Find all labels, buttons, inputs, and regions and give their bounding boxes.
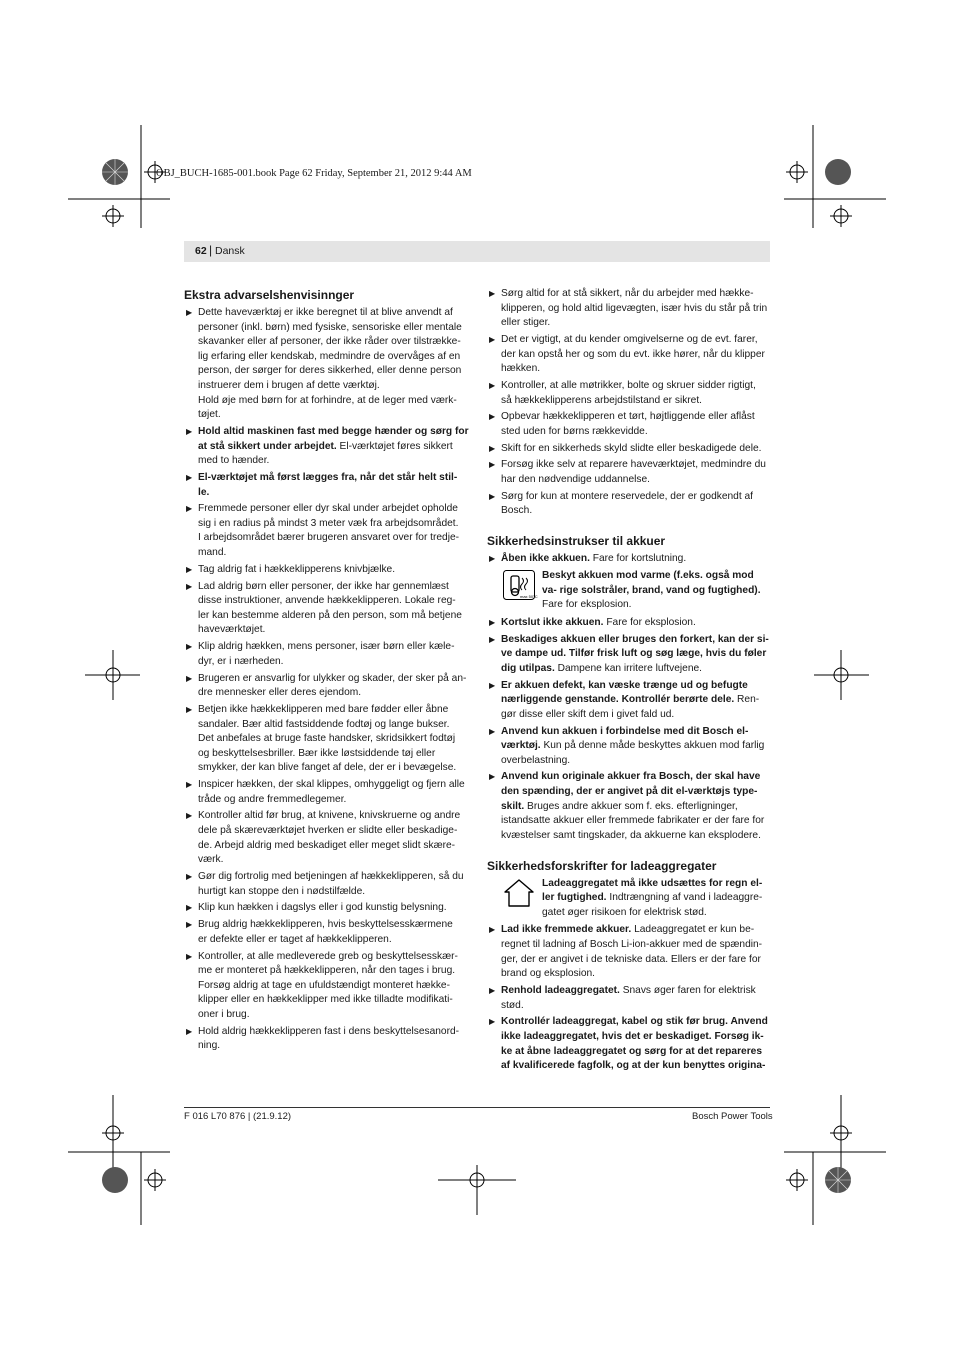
bold-text: nærliggende genstande. Kontrollér berørte dele. — [501, 694, 735, 706]
bold-text: værktøj. — [501, 740, 541, 752]
list-item-line: oner i brug. — [198, 1008, 250, 1020]
list-item-line: med to hænder. — [198, 455, 270, 467]
bullet-icon: ▶ — [489, 334, 496, 344]
text: for eksplosion. — [565, 599, 632, 611]
list-item-line: ler kan bestemme alderen på den person, som må betjene — [198, 609, 462, 621]
list-item-line: Skift for en sikkerheds skyld slidte eller beskadigede dele. — [501, 442, 762, 454]
list-item — [184, 778, 466, 807]
list-item: ▶ Er akkuen defekt, kan væske trænge ud og befugte nærliggende genstande. Kontrollér berørte dele. Ren- gør disse eller skift dem i givet fald ud. — [487, 679, 770, 723]
text: ger, der er angivet i de tekniske data. Ellers er der fare for — [501, 953, 761, 965]
list-item-line: Det er vigtigt, at du kender omgivelserne og de evt. farer, — [501, 333, 758, 345]
list-item-line: Kontroller altid før brug, at knivene, knivskruerne og andre — [198, 810, 461, 822]
list-item — [184, 563, 466, 578]
list-item-line: hurtigt kan stoppe den i nødstilfælde. — [198, 885, 366, 897]
bullet-icon: ▶ — [186, 951, 193, 961]
list-item-line: Hold altid maskinen fast med begge hænder og sørg for — [198, 425, 469, 437]
bold-text: Lad ikke fremmede akkuer. — [501, 924, 632, 936]
list-item — [184, 306, 466, 423]
text: gatet øger risikoen for elektrisk stød. — [542, 906, 707, 918]
text: Bruges andre akkuer som f. eks. efterligninger, — [524, 800, 738, 812]
list-item-line: person, der sørger for deres sikkerhed, eller denne person — [198, 365, 462, 377]
text: Ladeaggregatet er kun be- — [631, 924, 755, 936]
list-item — [487, 490, 770, 519]
bold-text: ler fugtighed. — [542, 892, 607, 904]
list-item — [184, 640, 466, 669]
list-item — [184, 870, 466, 899]
list-item: ▶ Anvend kun originale akkuer fra Bosch, der skal have den spænding, der er angivet på dit el-værktøjs type- skilt. Bruges andre akkuer som f. eks. efterligninger, istandsatte akkuer eller fremmede fabrikater er der fare for kvæstelser samt tingskader, da akkuerne kan eksplodere. — [487, 770, 770, 843]
indoor-use-house-icon — [503, 878, 535, 908]
list-item-line: I arbejdsområdet bærer brugeren ansvaret over for tredje- — [198, 532, 460, 544]
bullet-icon: ▶ — [186, 581, 193, 591]
bold-text: Anvend kun akkuen i forbindelse med dit Bosch el- — [501, 725, 749, 737]
list-item-line: El-værktøjet må først lægges fra, når det står helt stil- — [198, 471, 458, 483]
list-item-line: skavanker eller af personer, der ikke råder over tilstrække- — [198, 336, 461, 348]
bold-text: den spænding, der er angivet på dit el-værktøjs type- — [501, 786, 758, 798]
bold-text: Kontrollér ladeaggregat, kabel og stik før brug. Anvend — [501, 1016, 768, 1028]
list-item-line: tråde og andre fremmedlegemer. — [198, 793, 347, 805]
icon-item-charger — [487, 877, 770, 921]
list-item-line: har den nødvendige uddannelse. — [501, 474, 650, 486]
bold-text: ikke ladeaggregatet, hvis det er beskadiget. Forsøg ik- — [501, 1030, 764, 1042]
bold-text: skilt. — [501, 800, 525, 812]
bullet-icon: ▶ — [186, 564, 193, 574]
list-item-line: at stå sikkert under arbejdet. El-værktøjet føres sikkert — [198, 440, 453, 452]
bold-text: af kvalificerede fagfolk, og at der kun benyttes origina- — [501, 1060, 766, 1072]
list-item — [487, 333, 770, 377]
bullet-icon: ▶ — [186, 903, 193, 913]
page-number: 62 — [195, 245, 207, 257]
list-item-line: Hold aldrig hækkeklipperen fast i dens beskyttelsesanord- — [198, 1025, 460, 1037]
list-item: ▶ Beskadiges akkuen eller bruges den forkert, kan der si- ve dampe ud. Tilfør frisk luft og søg læge, hvis du føler dig utilpas. Dampene kan irritere luftvejene. — [489, 633, 769, 674]
text: regnet til ladning af Bosch Li-ion-akkuer med de spændin- — [501, 939, 763, 950]
bold-text: dig utilpas. — [501, 662, 555, 674]
list-item — [184, 580, 466, 638]
list-item-line: eller stiger. — [501, 317, 551, 329]
list-item-line: haveværktøjet. — [198, 624, 266, 636]
bullet-icon: ▶ — [186, 872, 193, 882]
list-item-line: Forsøg ikke selv at reparere haveværktøjet, medmindre du — [501, 459, 766, 471]
bold-text: Kortslut ikke akkuen. — [501, 616, 604, 628]
list-item-line: lig erfaring eller kendskab, medmindre de overvåges af en — [198, 350, 461, 362]
footer-brand: Bosch Power Tools — [692, 1111, 773, 1122]
text: brand og eksplosion. — [501, 968, 596, 980]
bullet-icon: ▶ — [489, 460, 496, 470]
list-item-line: Betjen ikke hækkeklipperen med bare fødder eller åbne — [198, 703, 449, 715]
list-item — [184, 672, 466, 701]
text: Kun på denne måde beskyttes akkuen mod farlig — [540, 740, 765, 752]
list-item-line: der kan opstå her og som du evt. ikke hører, når du klipper — [501, 348, 765, 360]
section-heading-batteries: Sikkerhedsinstrukser til akkuer — [487, 534, 666, 549]
list-item-line: Dette haveværktøj er ikke beregnet til at blive anvendt af — [198, 307, 453, 318]
list-item — [184, 950, 466, 1023]
section-heading-chargers: Sikkerhedsforskrifter for ladeaggregater — [487, 858, 717, 873]
icon-item-heat — [487, 569, 770, 613]
bullet-icon: ▶ — [489, 491, 496, 501]
text: kvæstelser samt tingskader, da akkuerne kan eksplodere. — [501, 829, 761, 841]
list-item-line: sandaler. Bær altid fastsiddende fodtøj og lange bukser. — [198, 718, 450, 730]
list-item-line: Kontroller, at alle møtrikker, bolte og skruer sidder rigtigt, — [501, 379, 756, 391]
list-item: ▶ Kortslut ikke akkuen. Fare for eksplosion. — [489, 616, 696, 628]
list-item-line: disse instruktioner, anvende hækkeklipperen. Lokale reg- — [198, 595, 456, 607]
list-item — [184, 502, 466, 560]
list-item: ▶ Kontrollér ladeaggregat, kabel og stik før brug. Anvend ikke ladeaggregatet, hvis det er beskadiget. Forsøg ik- ke at åbne ladeaggregatet og sørg for at det repareres af kvalificerede fagfolk, og at der kun benyttes origina- — [489, 1016, 768, 1072]
list-item-line: dele på skæreværktøjet hverken er slidte eller beskadige- — [198, 825, 458, 837]
right-column — [487, 287, 770, 1076]
list-item: ▶ Renhold ladeaggregatet. Snavs øger faren for elektrisk stød. — [487, 984, 770, 1013]
battery-heat-warning-icon — [503, 570, 538, 600]
list-item — [487, 379, 770, 408]
list-item-line: de. Arbejd aldrig med beskadiget eller meget slidt skære- — [198, 839, 456, 851]
list-item — [184, 918, 466, 947]
list-item-line: Fremmede personer eller dyr skal under arbejdet opholde — [198, 503, 458, 515]
section-heading: Ekstra advarselshenvisinnger — [184, 288, 355, 302]
list-item-line: ning. — [198, 1040, 221, 1052]
right-list-top — [487, 287, 770, 519]
list-item-line: Sørg altid for at stå sikkert, når du arbejder med hække- — [501, 288, 754, 299]
bullet-icon: ▶ — [489, 289, 496, 298]
text: Fare — [542, 599, 563, 611]
list-item-line: klipperen, og hold altid ligevægten, især hvis du står på trin — [501, 302, 768, 314]
bold-text: Beskadiges akkuen eller bruges den forkert, kan der si- — [501, 633, 769, 645]
text: Snavs øger faren for elektrisk — [619, 984, 756, 996]
list-item-line: sted uden for børns rækkevidde. — [501, 425, 648, 437]
list-item-line: personer (inkl. børn) med fysiske, sensoriske eller mentale — [198, 321, 462, 333]
list-item-line: klipper eller en hækkeklipper med ikke tilladte modifikati- — [198, 994, 453, 1006]
bullet-icon: ▶ — [186, 308, 193, 317]
list-item-line: Gør dig fortrolig med betjeningen af hækkeklipperen, så du — [198, 871, 464, 883]
list-item-line: Klip aldrig hækken, mens personer, især børn eller kæle- — [198, 641, 455, 653]
icon-caption: max 50°C — [520, 594, 538, 599]
bold-text: ke at åbne ladeaggregatet og sørg for at det repareres — [501, 1045, 762, 1057]
list-item — [184, 471, 466, 500]
list-item-line: Kontroller, at alle medleverede greb og beskyttelsesskær- — [198, 950, 458, 962]
bullet-icon: ▶ — [489, 443, 496, 453]
list-item-line: le. — [198, 486, 210, 498]
list-item-line: smykker, der kan blive fanget af dele, der er i bevægelse. — [198, 762, 457, 774]
text: Indtrængning af vand i ladeaggre- — [606, 892, 763, 904]
list-item-line: Inspicer hækken, der skal klippes, omhyggeligt og fjern alle — [198, 779, 465, 791]
list-item — [487, 410, 770, 439]
bullet-icon: ▶ — [186, 1026, 193, 1036]
list-item-line: dyr, er i nærheden. — [198, 655, 284, 667]
bold-text: Anvend kun originale akkuer fra Bosch, der skal have — [501, 771, 761, 783]
file-info: OBJ_BUCH-1685-001.book Page 62 Friday, September 21, 2012 9:44 AM — [156, 168, 472, 179]
bullet-icon: ▶ — [489, 412, 496, 422]
list-item-line: hækken. — [501, 363, 541, 375]
list-item-line: værk. — [198, 854, 224, 866]
bullet-icon: ▶ — [186, 673, 193, 683]
list-item-line: Klip kun hækken i dagslys eller i god kunstig belysning. — [198, 902, 447, 914]
list-item — [184, 1025, 466, 1054]
list-item-line: Brug aldrig hækkeklipperen, hvis beskyttelsesskærmene — [198, 919, 453, 931]
text: stød. — [501, 999, 524, 1011]
list-item-line: Brugeren er ansvarlig for ulykker og skader, der sker på an- — [198, 672, 467, 684]
bullet-icon: ▶ — [186, 642, 193, 652]
list-item — [487, 458, 770, 487]
list-item-line: så hækkeklipperens arbejdstilstand er sikret. — [501, 394, 703, 406]
list-item-line: Tag aldrig fat i hækkeklipperens knivbjælke. — [198, 563, 396, 575]
bullet-icon: ▶ — [186, 704, 193, 714]
list-item-line: Det anbefales at bruge faste handsker, skridsikkert fodtøj — [198, 733, 456, 745]
list-item-line: instruerer dem i brugen af dette værktøj. — [198, 379, 380, 391]
bullet-icon: ▶ — [186, 426, 193, 436]
list-item-line: sig i en radius på mindst 3 meter væk fra arbejdsområdet. — [198, 517, 459, 529]
list-item — [487, 287, 770, 331]
list-item-line: Bosch. — [501, 505, 533, 517]
left-list — [184, 306, 469, 1054]
header-separator: | — [209, 243, 213, 257]
list-item — [184, 703, 466, 776]
list-item: ▶ Anvend kun akkuen i forbindelse med dit Bosch el- værktøj. Kun på denne måde beskyttes akkuen mod farlig overbelastning. — [487, 725, 770, 769]
bullet-icon: ▶ — [186, 780, 193, 790]
list-item-line: er defekte eller er taget af hækkeklipperen. — [198, 933, 392, 945]
text: Fare for kortslutning. — [589, 553, 687, 565]
text: Fare for eksplosion. — [603, 616, 696, 628]
bold-text: rige solstråler, brand, vand og fugtighed). — [559, 584, 761, 596]
list-item — [184, 809, 466, 867]
list-item: ▶ Lad ikke fremmede akkuer. Ladeaggregatet er kun be- regnet til ladning af Bosch Li-ion-akkuer med de spændin- ger, der er angivet i de tekniske data. Ellers er der fare for brand og eksplosion. — [487, 923, 770, 981]
list-item-line: Sørg for kun at montere reservedele, der er godkendt af — [501, 490, 753, 502]
footer-doc-number: F 016 L70 876 | (21.9.12) — [184, 1111, 292, 1122]
list-item-line: Forsøg aldrig at tage en ufuldstændigt monteret hække- — [198, 979, 450, 991]
language-label: Dansk — [215, 245, 245, 257]
bullet-icon: ▶ — [186, 504, 193, 514]
bullet-icon: ▶ — [489, 380, 496, 390]
bold-text: Ladeaggregatet må ikke udsættes for regn el- — [542, 877, 763, 889]
list-item — [487, 442, 770, 457]
left-column — [184, 288, 469, 1056]
list-item-line: dre mennesker eller deres ejendom. — [198, 687, 362, 699]
bullet-icon: ▶ — [186, 472, 193, 482]
list-item-line: Hold øje med børn for at forhindre, at de leger med værk- — [198, 394, 457, 406]
text: istandsatte akkuer eller fremmede fabrikater er der fare for — [501, 815, 765, 827]
bold-text: Beskyt akkuen mod varme (f.eks. også mod va- — [542, 570, 754, 596]
page-header — [184, 241, 770, 262]
list-item-line: Opbevar hækkeklipperen et tørt, højtliggende eller aflåst — [501, 411, 755, 423]
bold-text: Åben ikke akkuen. — [501, 553, 590, 565]
list-item-line: og beskyttelsesbriller. Bær ikke løstsiddende tøj eller — [198, 747, 436, 759]
bold-text: ve dampe ud. Tilfør frisk luft og søg læge, hvis du føler — [501, 648, 767, 660]
footer-rule — [184, 1107, 770, 1108]
bold-text: Er akkuen defekt, kan væske trænge ud og befugte — [501, 679, 748, 691]
bullet-icon: ▶ — [186, 811, 193, 821]
text: overbelastning. — [501, 754, 571, 766]
list-item — [184, 425, 469, 469]
list-item-line: Lad aldrig børn eller personer, der ikke har gennemlæst — [198, 580, 449, 592]
text: Dampene kan irritere luftvejene. — [554, 662, 703, 674]
bold-text: Renhold ladeaggregatet. — [501, 984, 620, 996]
list-item-line: tøjet. — [198, 409, 221, 421]
list-item — [184, 901, 466, 916]
bullet-icon: ▶ — [186, 920, 193, 930]
text: Ren- — [734, 694, 760, 706]
text: gør disse eller skift dem i givet fald ud. — [501, 708, 675, 720]
list-item-line: mand. — [198, 547, 227, 559]
list-item-line: me er monteret på hækkeklipperen, når den tages i brug. — [198, 965, 456, 977]
list-item: ▶ Åben ikke akkuen. Fare for kortslutning. — [489, 553, 687, 565]
